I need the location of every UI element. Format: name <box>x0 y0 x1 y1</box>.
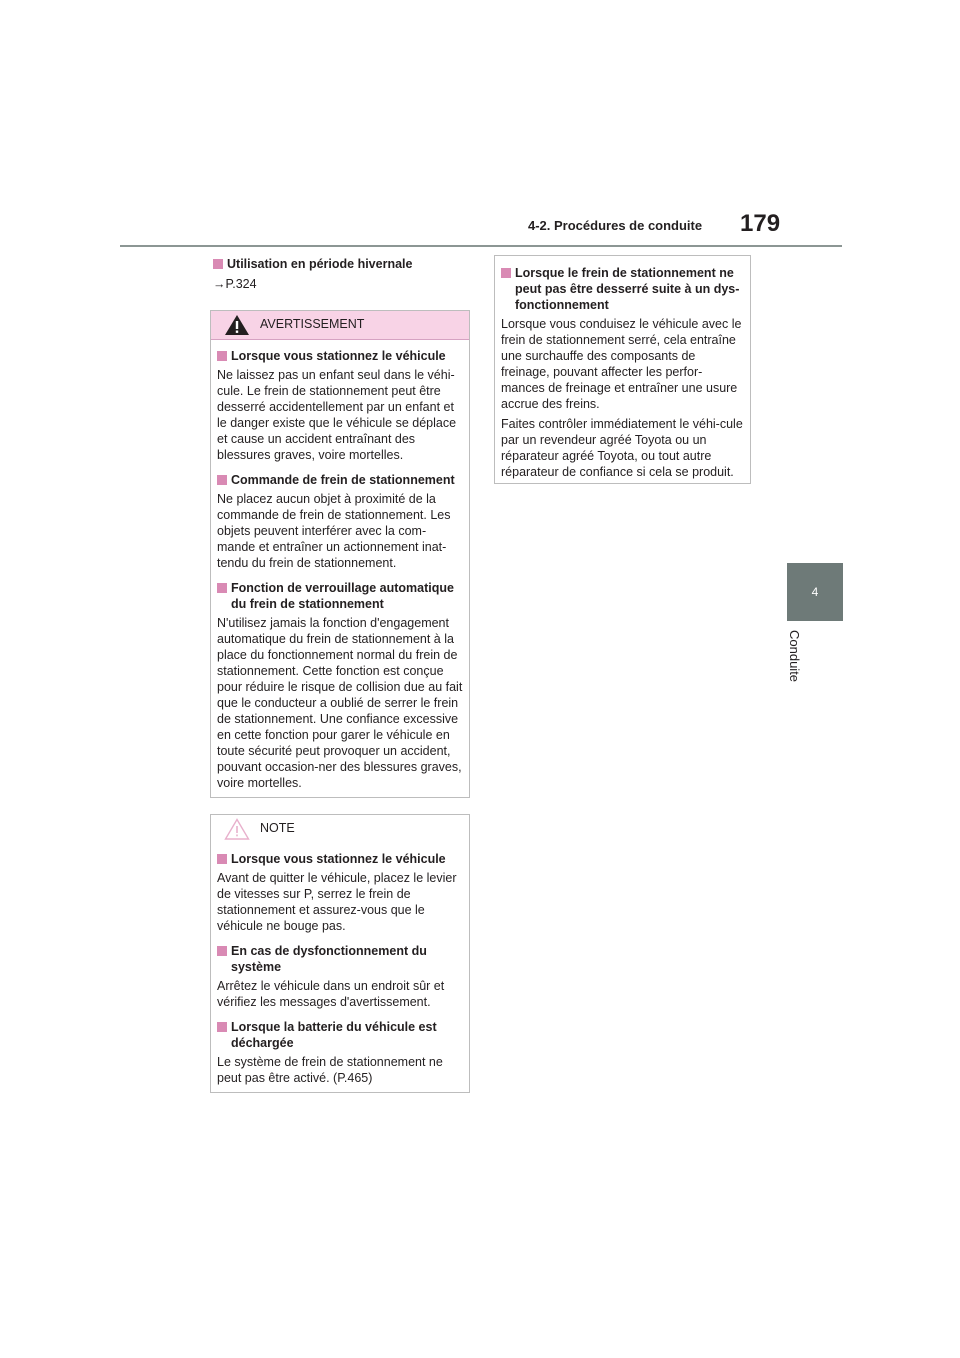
chapter-label <box>788 630 808 690</box>
warning-header <box>211 311 469 340</box>
warning-body <box>211 340 469 791</box>
warning-heading-1: Lorsque vous stationnez le véhicule <box>217 348 463 364</box>
note-text-3: Le système de frein de stationnement ne peut pas être activé. (P.465) <box>217 1055 443 1085</box>
square-bullet-icon <box>217 475 227 485</box>
note-body <box>211 843 469 1086</box>
square-bullet-icon <box>217 351 227 361</box>
chapter-number: 4 <box>811 585 819 599</box>
chapter-tab <box>787 563 843 621</box>
square-bullet-icon <box>217 854 227 864</box>
note-text-2: Arrêtez le véhicule dans un endroit sûr et vérifiez les messages d'avertissement. <box>217 979 445 1009</box>
note-box <box>210 814 470 1093</box>
intro-section <box>213 256 468 292</box>
warning-text-1: Ne laissez pas un enfant seul dans le véhi-cule. Le frein de stationnement peut être desserré accidentellement par un enfant et le danger existe que le véhicule se déplace et cause un accident entraînant des blessures graves, voire mortelles. <box>217 368 457 462</box>
note-title: NOTE <box>260 821 295 835</box>
header-rule <box>120 245 842 247</box>
note-heading-1: Lorsque vous stationnez le véhicule <box>217 851 463 867</box>
parking-brake-malfunction-box <box>494 255 751 484</box>
malfunction-text-1: Lorsque vous conduisez le véhicule avec le frein de stationnement serré, cela entraîne une surchauffe des composants de freinage, pouvant affecter les perfor-mances de freinage et entraîner une usure accrue des freins. <box>501 317 742 411</box>
square-bullet-icon <box>217 1022 227 1032</box>
square-bullet-icon <box>213 259 223 269</box>
warning-title: AVERTISSEMENT <box>260 317 365 331</box>
malfunction-heading: Lorsque le frein de stationnement ne peut pas être desserré suite à un dys-fonctionnement <box>501 265 744 313</box>
warning-text-2: Ne placez aucun objet à proximité de la commande de frein de stationnement. Les objets peuvent interférer avec la com-mande et entraîner un actionnement inat-tendu du frein de stationnement. <box>217 492 451 570</box>
square-bullet-icon <box>501 268 511 278</box>
page-number: 179 <box>740 210 781 237</box>
warning-triangle-icon <box>224 314 250 336</box>
note-text-1: Avant de quitter le véhicule, placez le levier de vitesses sur P, serrez le frein de stationnement et assurez-vous que le véhicule ne bouge pas. <box>217 871 457 933</box>
warning-box <box>210 310 470 798</box>
malfunction-text-2: Faites contrôler immédiatement le véhi-cule par un revendeur agréé Toyota ou un réparateur agréé Toyota, ou tout autre réparateur de confiance si cela se produit. <box>501 417 743 479</box>
note-heading-3: Lorsque la batterie du véhicule est déchargée <box>217 1019 463 1051</box>
note-heading-2: En cas de dysfonctionnement du système <box>217 943 463 975</box>
intro-heading: Utilisation en période hivernale <box>213 256 468 272</box>
caution-triangle-icon <box>224 818 250 840</box>
square-bullet-icon <box>217 946 227 956</box>
section-title: 4-2. Procédures de conduite <box>528 218 703 233</box>
page-reference: →P.324 <box>213 277 257 291</box>
note-header <box>211 815 469 843</box>
warning-heading-3: Fonction de verrouillage automatique du frein de stationnement <box>217 580 463 612</box>
warning-heading-2: Commande de frein de stationnement <box>217 472 463 488</box>
malfunction-body <box>495 256 750 480</box>
warning-text-3: N'utilisez jamais la fonction d'engagement automatique du frein de stationnement à la place du fonctionnement normal du frein de stationnement. Cette fonction est conçue pour réduire le risque de collision due au fait que le conducteur a oublié de serrer le frein de stationnement. Une confiance excessive en cette fonction pour garer le véhicule en toute sécurité peut provoquer un accident, pouvant occasion-ner des blessures graves, voire mortelles. <box>217 616 463 790</box>
chapter-name: Conduite <box>787 630 802 683</box>
square-bullet-icon <box>217 583 227 593</box>
